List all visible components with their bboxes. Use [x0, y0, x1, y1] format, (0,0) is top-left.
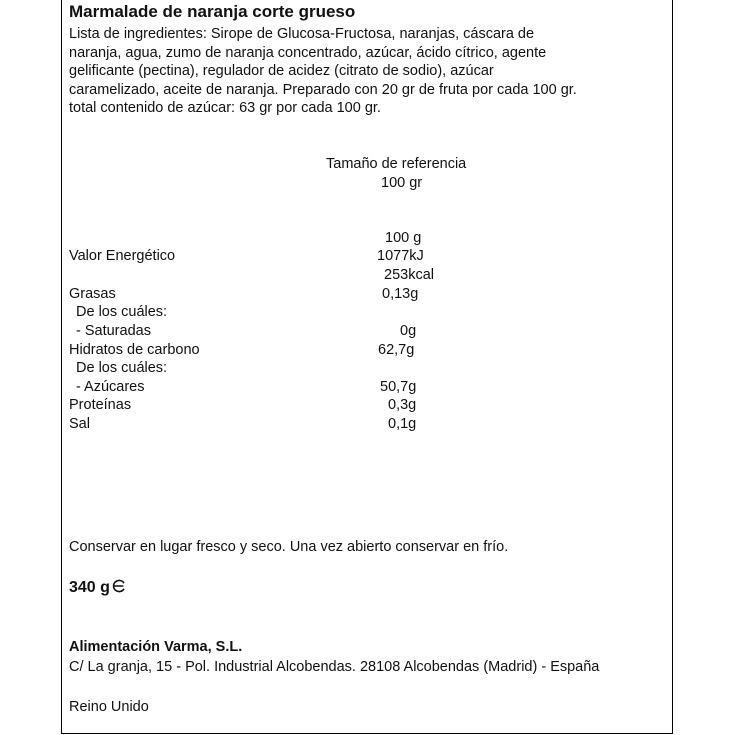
net-weight — [69, 579, 126, 597]
salt-label: Sal — [69, 416, 90, 432]
ingredients-line: total contenido de azúcar: 63 gr por cada 100 gr. — [69, 100, 381, 117]
carbs-of-which-label: De los cuáles: — [76, 360, 168, 376]
estimated-sign-icon — [112, 579, 126, 593]
saturated-label: - Saturadas — [76, 323, 151, 339]
ingredients-line: Lista de ingredientes: Sirope de Glucosa-Fructosa, naranjas, cáscara de — [69, 26, 535, 42]
column-header-100g: 100 g — [385, 230, 422, 246]
saturated-value: 0g — [400, 323, 417, 339]
company-name: Alimentación Varma, S.L. — [69, 639, 243, 655]
net-weight-value: 340 g — [69, 579, 110, 596]
carbs-label: Hidratos de carbono — [69, 342, 200, 358]
energy-label: Valor Energético — [69, 248, 176, 264]
salt-value: 0,1g — [388, 416, 417, 432]
reference-size-value: 100 gr — [381, 175, 423, 191]
sugars-value: 50,7g — [380, 379, 417, 395]
energy-kcal: 253kcal — [384, 267, 434, 283]
fat-value: 0,13g — [382, 286, 419, 302]
storage-instructions: Conservar en lugar fresco y seco. Una vez abierto conservar en frío. — [69, 539, 509, 555]
ingredients-line: caramelizado, aceite de naranja. Preparado con 20 gr de fruta por cada 100 gr. — [69, 81, 577, 98]
ingredients-line: naranja, agua, zumo de naranja concentrado, azúcar, ácido cítrico, agente — [69, 44, 547, 61]
ingredients-list — [69, 25, 669, 118]
reference-size-label: Tamaño de referencia — [326, 156, 467, 172]
company-country: Reino Unido — [69, 699, 149, 715]
ingredients-line: gelificante (pectina), regulador de acidez (citrato de sodio), azúcar — [69, 63, 494, 80]
fat-of-which-label: De los cuáles: — [76, 304, 168, 320]
energy-kj: 1077kJ — [377, 248, 424, 264]
sugars-label: - Azúcares — [76, 379, 145, 395]
protein-value: 0,3g — [388, 397, 417, 413]
carbs-value: 62,7g — [378, 342, 415, 358]
fat-label: Grasas — [69, 286, 116, 302]
protein-label: Proteínas — [69, 397, 132, 413]
company-address: C/ La granja, 15 - Pol. Industrial Alcobendas. 28108 Alcobendas (Madrid) - España — [69, 659, 600, 675]
product-title: Marmalade de naranja corte grueso — [69, 2, 356, 21]
